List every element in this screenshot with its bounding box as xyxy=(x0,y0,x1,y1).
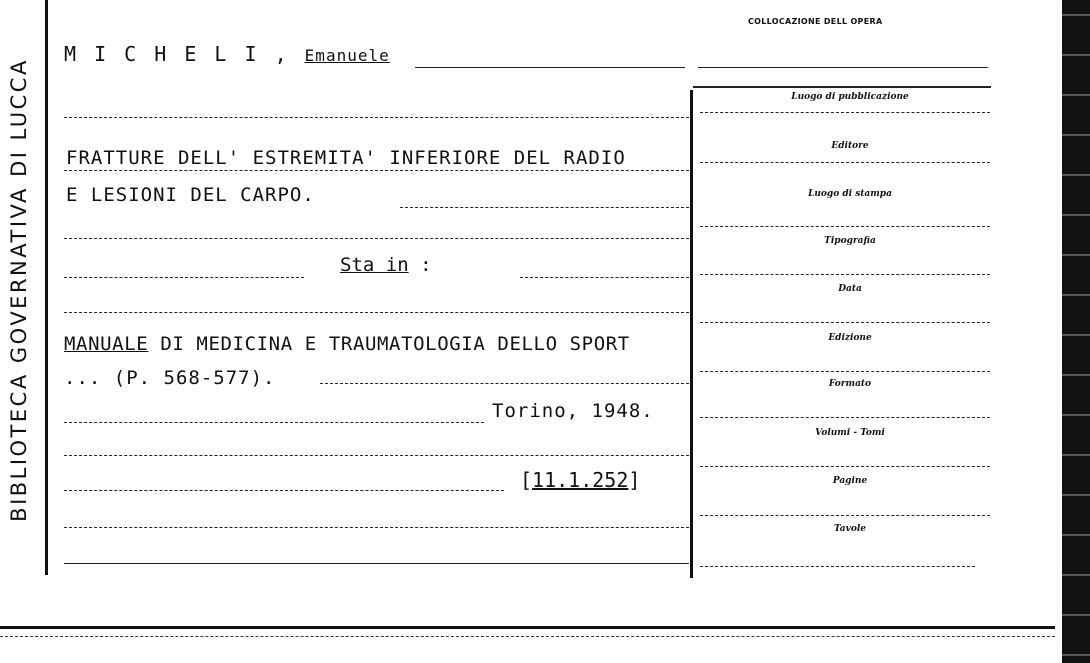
field-formato: Formato xyxy=(828,379,872,389)
left-margin-rule xyxy=(45,0,48,575)
card-bottom-dashed-rule xyxy=(0,636,1055,637)
author-rule xyxy=(415,67,685,68)
panel-header: COLLOCAZIONE DELL OPERA xyxy=(748,17,883,26)
field-rule xyxy=(700,566,975,567)
field-rule xyxy=(700,162,990,163)
callno-rule xyxy=(64,490,504,491)
field-rule xyxy=(700,226,990,227)
sta-rule-left xyxy=(64,277,304,278)
title-line-2: E LESIONI DEL CARPO. xyxy=(66,184,315,206)
card-bottom-rule xyxy=(0,626,1055,629)
field-tavole: Tavole xyxy=(833,524,867,534)
field-data: Data xyxy=(838,284,862,294)
field-pagine: Pagine xyxy=(832,476,868,486)
sta-in-label: Sta in : xyxy=(340,254,432,276)
title-rule-1 xyxy=(64,170,689,171)
source-title-line: MANUALE DI MEDICINA E TRAUMATOLOGIA DELLO SPORT xyxy=(64,333,630,355)
scan-right-edge xyxy=(1062,0,1090,663)
field-rule xyxy=(700,417,990,418)
author-line xyxy=(64,42,390,66)
field-luogo-pubblicazione: Luogo di pubblicazione xyxy=(791,92,909,102)
blank-rule-5 xyxy=(64,527,689,528)
field-rule xyxy=(700,515,990,516)
author-first-name: Emanuele xyxy=(304,46,390,65)
field-volumi-tomi: Volumi - Tomi xyxy=(815,428,885,438)
field-rule xyxy=(700,466,990,467)
title-line-1: FRATTURE DELL' ESTREMITA' INFERIORE DEL RADIO xyxy=(66,147,626,169)
panel-top-rule xyxy=(698,67,988,68)
blank-rule-4 xyxy=(64,455,689,456)
field-tipografia: Tipografia xyxy=(824,236,876,246)
panel-header-rule xyxy=(693,86,991,88)
sta-rule-right xyxy=(520,277,689,278)
author-surname: M I C H E L I , xyxy=(64,42,290,66)
panel-divider xyxy=(690,90,693,578)
field-editore: Editore xyxy=(831,141,869,151)
place-rule xyxy=(64,422,484,423)
title-rule-2 xyxy=(400,207,689,208)
blank-rule-2 xyxy=(64,238,689,239)
place-year: Torino, 1948. xyxy=(492,400,654,422)
blank-rule-3 xyxy=(64,312,689,313)
field-rule xyxy=(700,322,990,323)
library-side-label: BIBLIOTECA GOVERNATIVA DI LUCCA xyxy=(7,58,31,522)
bottom-entry-rule xyxy=(64,563,689,564)
blank-rule-1 xyxy=(64,117,689,118)
call-number: [11.1.252] xyxy=(520,468,641,492)
source-rule xyxy=(320,383,689,384)
field-rule xyxy=(700,112,990,113)
field-rule xyxy=(700,274,990,275)
source-pages-line: ... (P. 568-577). xyxy=(64,367,276,389)
field-edizione: Edizione xyxy=(828,333,872,343)
field-rule xyxy=(700,371,990,372)
field-luogo-stampa: Luogo di stampa xyxy=(808,189,892,199)
